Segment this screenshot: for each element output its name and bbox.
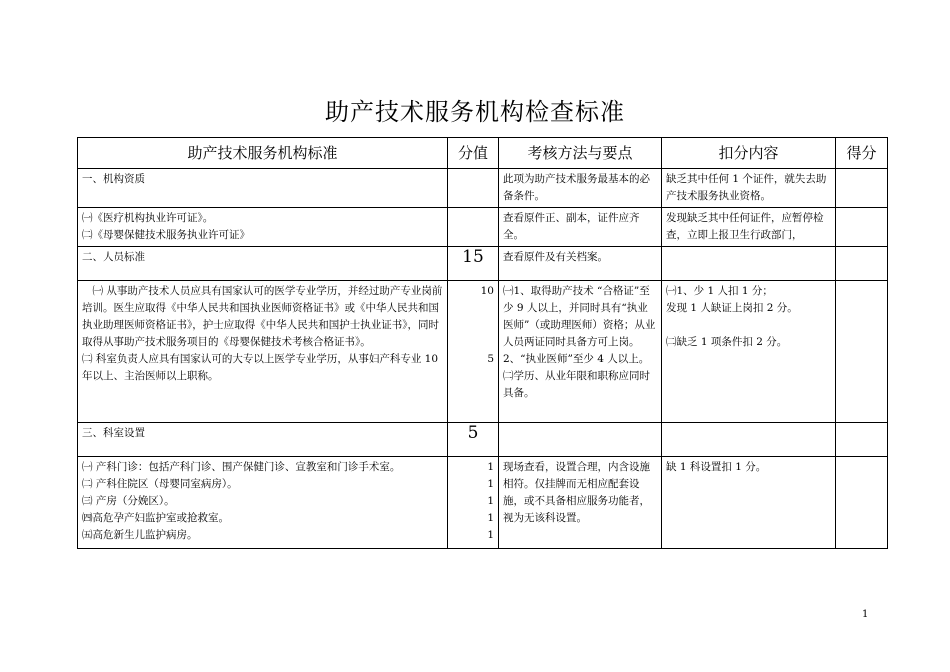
score-cell: [448, 208, 499, 247]
page-number: 1: [862, 609, 869, 620]
method-paragraph: 2、“执业医师”至少 4 人以上。㈡学历、从业年限和职称应同时具备。: [503, 353, 650, 399]
table-row: [78, 281, 888, 423]
table-row: [78, 169, 888, 208]
standard-line: ㈡ 产科住院区（母婴同室病房）。: [82, 478, 238, 490]
header-method: 考核方法与要点: [499, 138, 662, 169]
obtained-cell: [836, 169, 888, 208]
score-value: 1: [487, 529, 494, 541]
table-row: [78, 247, 888, 281]
standard-paragraph: ㈡ 科室负责人应具有国家认可的大专以上医学专业学历，从事妇产科专业 10 年以上、主治医师以上职称。: [82, 353, 439, 382]
method-cell: 现场查看，设置合理，内含设施相符。仅挂牌而无相应配套设施，或不具备相应服务功能者，视为无该科设置。: [499, 457, 662, 549]
method-cell: [499, 281, 662, 423]
score-value: 1: [487, 461, 494, 473]
deduction-cell: 发现缺乏其中任何证件，应暂停检查，立即上报卫生行政部门，: [662, 208, 836, 247]
standard-line: ㈤高危新生儿监护病房。: [82, 529, 198, 541]
table-row: [78, 208, 888, 247]
score-value: 5: [487, 353, 494, 365]
header-score: 分值: [448, 138, 499, 169]
obtained-cell: [836, 423, 888, 457]
method-paragraph: ㈠1、取得助产技术 “合格证”至少 9 人以上，并同时具有“执业医师”（或助理医师）资格；从业人员两证同时具备方可上岗。: [503, 285, 656, 348]
deduction-cell: [662, 247, 836, 281]
score-cell: [448, 281, 499, 423]
method-cell: 此项为助产技术服务最基本的必备条件。: [499, 169, 662, 208]
table-row: [78, 423, 888, 457]
deduction-cell: 缺 1 科设置扣 1 分。: [662, 457, 836, 549]
table-row: [78, 457, 888, 549]
standard-line: ㈠《医疗机构执业许可证》。: [82, 212, 214, 224]
score-value: 1: [487, 478, 494, 490]
obtained-cell: [836, 281, 888, 423]
deduction-line: ㈡缺乏 1 项条件扣 2 分。: [666, 336, 788, 348]
obtained-cell: [836, 457, 888, 549]
standard-line: ㈡《母婴保健技术服务执业许可证》: [82, 229, 250, 241]
score-value: 10: [480, 285, 494, 297]
standard-line: ㈠ 产科门诊：包括产科门诊、围产保健门诊、宣教室和门诊手术室。: [82, 461, 401, 473]
method-cell: 查看原件及有关档案。: [499, 247, 662, 281]
deduction-line: ㈠1、少 1 人扣 1 分；: [666, 285, 773, 297]
standard-cell: [78, 457, 448, 549]
header-obtained: 得分: [836, 138, 888, 169]
standard-line: ㈢ 产房（分娩区）。: [82, 495, 175, 507]
deduction-cell: [662, 281, 836, 423]
method-cell: [499, 423, 662, 457]
score-value: 1: [487, 512, 494, 524]
score-value: 1: [487, 495, 494, 507]
standard-cell: 二、人员标准: [78, 247, 448, 281]
table-header-row: [78, 138, 888, 169]
standard-line: ㈣高危孕产妇监护室或抢救室。: [82, 512, 229, 524]
score-cell: 15: [448, 247, 499, 281]
deduction-line: 发现 1 人缺证上岗扣 2 分。: [666, 302, 798, 314]
header-deduction: 扣分内容: [662, 138, 836, 169]
score-cell: [448, 169, 499, 208]
header-standard: 助产技术服务机构标准: [78, 138, 448, 169]
inspection-standard-table: [77, 137, 888, 549]
deduction-cell: [662, 423, 836, 457]
obtained-cell: [836, 208, 888, 247]
score-cell: 5: [448, 423, 499, 457]
standard-cell: 一、机构资质: [78, 169, 448, 208]
standard-cell: [78, 208, 448, 247]
deduction-cell: 缺乏其中任何 1 个证件，就失去助产技术服务执业资格。: [662, 169, 836, 208]
standard-cell: 三、科室设置: [78, 423, 448, 457]
score-cell: [448, 457, 499, 549]
standard-paragraph: ㈠ 从事助产技术人员应具有国家认可的医学专业学历，并经过助产专业岗前培训。医生应取得《中华人民共和国执业医师资格证书》或《中华人民共和国执业助理医师资格证书》，护士应取得《中华人民共和国护士执业证书》，同时取得从事助产技术服务项目的《母婴保健技术考核合格证书》。: [82, 285, 443, 348]
page-title: 助产技术服务机构检查标准: [325, 98, 625, 126]
obtained-cell: [836, 247, 888, 281]
standard-cell: [78, 281, 448, 423]
method-cell: 查看原件正、副本，证件应齐全。: [499, 208, 662, 247]
